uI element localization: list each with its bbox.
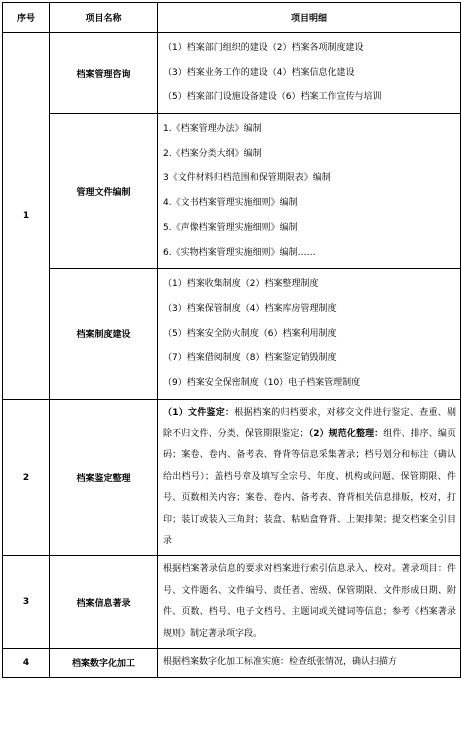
detail-line: 3《文件材料归档范围和保管期限表》编制	[163, 173, 331, 184]
header-name: 项目名称	[50, 3, 158, 33]
project-name: 档案管理咨询	[50, 33, 158, 114]
detail-line: （5）档案部门设施设备建设（6）档案工作宣传与培训	[163, 92, 382, 103]
detail-line: （1）档案部门组织的建设（2）档案各项制度建设	[163, 43, 364, 53]
detail-paragraph: 根据档案著录信息的要求对档案进行索引信息录入、校对。著录项目：件号、文件题名、文件编号、责任者、密级、保管期限、文件形成日期、附件、页数、档号、电子文档号、主题词或关键词等信息；参考《档案著录规则》制定著录项字段。	[163, 564, 456, 639]
detail-text: 组件、排序、编页码；案卷、卷内、备考表、脊背等信息采集著录；档号划分和标注（确认给出档号）；盖档号章及填写全宗号、年度、机构或问题、保管期限、件号、页数相关内容；案卷、卷内、备考表、脊背相关信息排版，校对，打印；装订或装入三角封；装盒、粘贴盒脊背、上架排架；提交档案全引目录	[163, 429, 456, 547]
header-detail: 项目明细	[158, 3, 461, 33]
project-detail	[158, 399, 461, 556]
project-detail	[158, 649, 461, 677]
detail-line: （1）档案收集制度（2）档案整理制度	[163, 279, 319, 290]
table-row	[3, 556, 461, 649]
detail-line: （3）档案保管制度（4）档案库房管理制度	[163, 303, 337, 314]
detail-line: 6.《实物档案管理实施细则》编制……	[163, 247, 316, 258]
table-row	[3, 33, 461, 114]
table-row	[3, 114, 461, 269]
detail-heading: （2）规范化整理：	[308, 429, 384, 440]
project-name: 档案鉴定整理	[50, 399, 158, 556]
project-detail	[158, 556, 461, 649]
project-detail	[158, 33, 461, 114]
table-row	[3, 269, 461, 399]
row-number: 3	[3, 556, 50, 649]
detail-line: 4.《文书档案管理实施细则》编制	[163, 198, 298, 209]
project-detail	[158, 269, 461, 399]
project-table	[2, 2, 461, 678]
detail-line: （9）档案安全保密制度（10）电子档案管理制度	[163, 377, 361, 388]
row-number: 1	[3, 33, 50, 400]
project-name: 档案制度建设	[50, 269, 158, 399]
header-no: 序号	[3, 3, 50, 33]
header-row	[3, 3, 461, 33]
detail-line: （5）档案安全防火制度（6）档案利用制度	[163, 328, 337, 339]
table-row	[3, 649, 461, 677]
detail-line: 2.《档案分类大纲》编制	[163, 148, 262, 159]
project-name: 档案信息著录	[50, 556, 158, 649]
project-name: 管理文件编制	[50, 114, 158, 269]
project-detail	[158, 114, 461, 269]
detail-line: 5.《声像档案管理实施细则》编制	[163, 222, 298, 233]
detail-line: 1.《档案管理办法》编制	[163, 124, 262, 135]
project-name: 档案数字化加工	[50, 649, 158, 677]
detail-heading: （1）文件鉴定：	[163, 407, 235, 418]
detail-paragraph	[163, 403, 456, 553]
detail-text: 根据档案的归档要求，对移交文件进行鉴定、查重、剔除不归文件、分类、保管期限鉴定；	[163, 407, 456, 440]
detail-paragraph: 根据档案数字化加工标准实施：检查纸张情况，确认扫描方	[163, 657, 398, 668]
table-row	[3, 399, 461, 556]
row-number: 2	[3, 399, 50, 556]
detail-line: （3）档案业务工作的建设（4）档案信息化建设	[163, 67, 355, 78]
detail-line: （7）档案借阅制度（8）档案鉴定销毁制度	[163, 353, 337, 364]
row-number: 4	[3, 649, 50, 677]
